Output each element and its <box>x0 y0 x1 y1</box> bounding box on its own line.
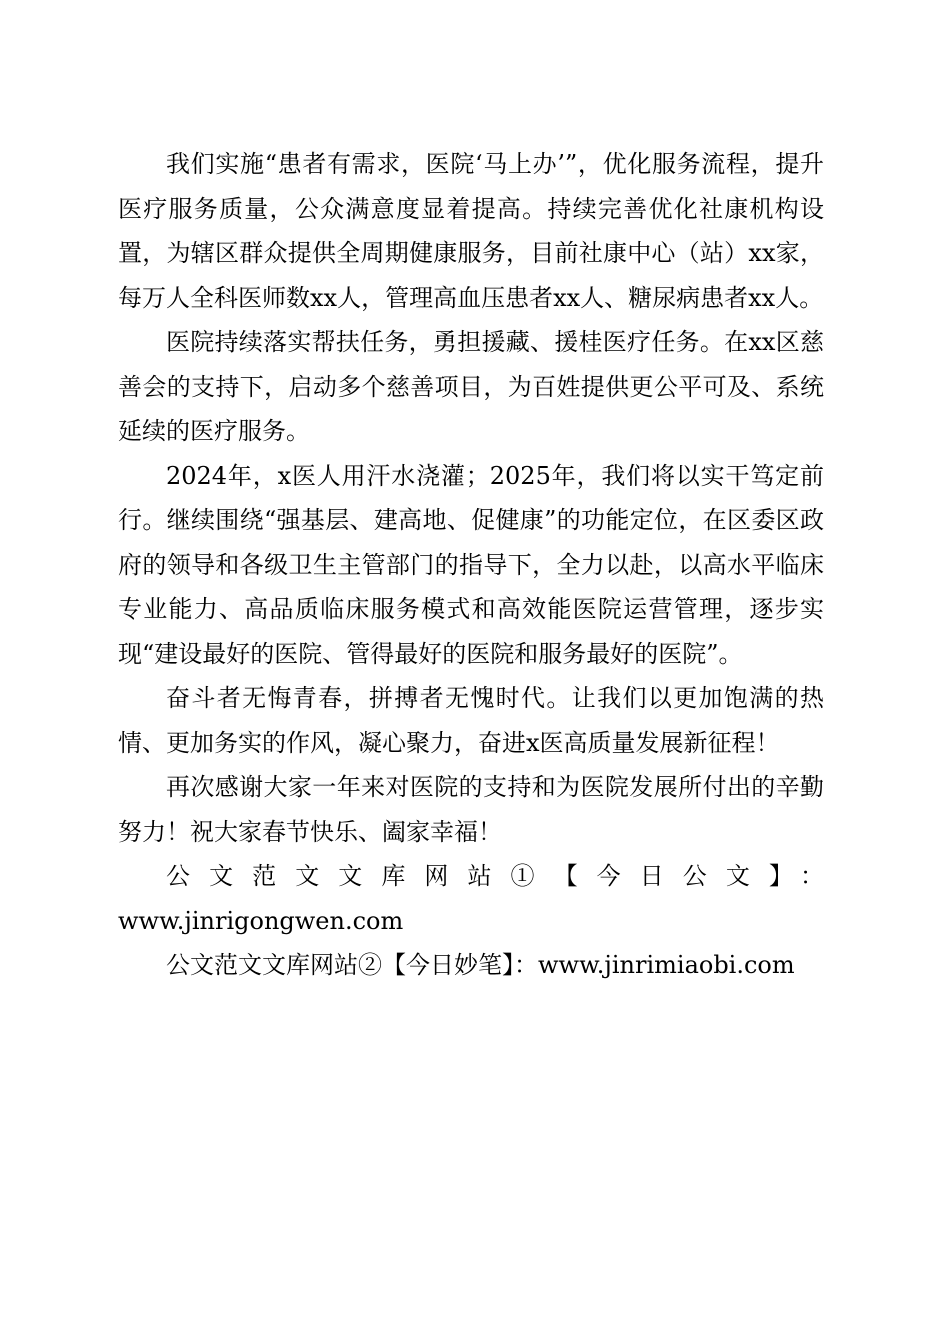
paragraph-thanks: 再次感谢大家一年来对医院的支持和为医院发展所付出的辛勤努力！祝大家春节快乐、阖家幸福！ <box>118 773 824 846</box>
paragraph-encouragement: 奋斗者无悔青春，拼搏者无愧时代。让我们以更加饱满的热情、更加务实的作风，凝心聚力，奋进x医高质量发展新征程！ <box>118 684 824 757</box>
footer-site-1-label: 公文范文文库网站①【今日公文】： <box>166 862 824 890</box>
paragraph-assistance-tasks: 医院持续落实帮扶任务，勇担援藏、援桂医疗任务。在xx区慈善会的支持下，启动多个慈善项目，为百姓提供更公平可及、系统延续的医疗服务。 <box>118 328 824 445</box>
paragraph-2025-plan: 2024年，x医人用汗水浇灌；2025年，我们将以实干笃定前行。继续围绕“强基层、建高地、促健康”的功能定位，在区委区政府的领导和各级卫生主管部门的指导下，全力以赴，以高水平临床专业能力、高品质临床服务模式和高效能医院运营管理，逐步实现“建设最好的医院、管得最好的医院和服务最好的医院”。 <box>118 461 824 668</box>
footer-site-2: 公文范文文库网站②【今日妙笔】：www.jinrimiaobi.com <box>166 951 795 979</box>
paragraph-service-quality: 我们实施“患者有需求，医院‘马上办’”，优化服务流程，提升医疗服务质量，公众满意度显着提高。持续完善优化社康机构设置，为辖区群众提供全周期健康服务，目前社康中心（站）xx家，每万人全科医师数xx人，管理高血压患者xx人、糖尿病患者xx人。 <box>118 150 824 312</box>
document-page <box>118 142 824 988</box>
footer-site-1-url: www.jinrigongwen.com <box>118 906 404 935</box>
